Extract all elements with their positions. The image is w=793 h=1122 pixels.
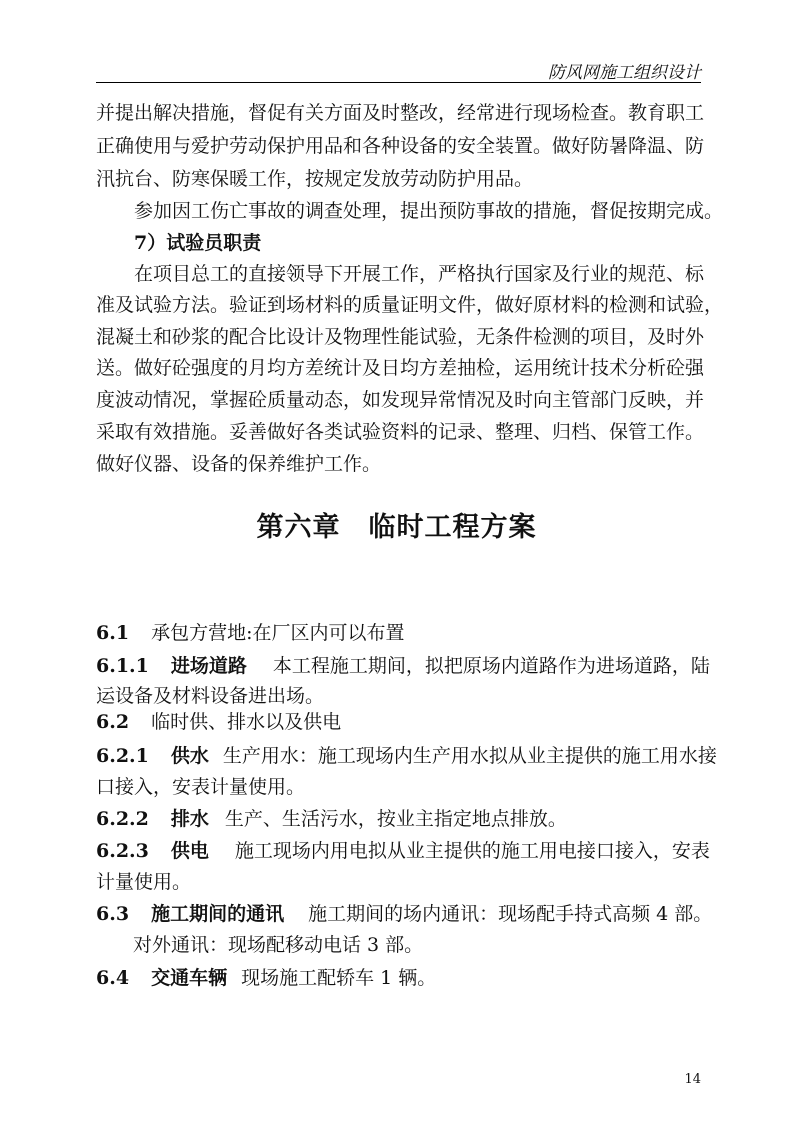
chapter-name: 临时工程方案 [368, 512, 537, 543]
section-6-2-3: 6.2.3 供电 施工现场内用电拟从业主提供的施工用电接口接入，安表 [96, 840, 710, 862]
section-6-2-2: 6.2.2 排水 生产、生活污水，按业主指定地点排放。 [96, 808, 567, 830]
body-line: 汛抗台、防寒保暖工作，按规定发放劳动防护用品。 [96, 168, 534, 190]
body-line: 计量使用。 [96, 871, 192, 893]
body-line: 准及试验方法。验证到场材料的质量证明文件，做好原材料的检测和试验， [96, 294, 724, 316]
running-header: 防风网施工组织设计 [548, 63, 701, 83]
page-number: 14 [684, 1072, 701, 1087]
body-line: 对外通讯：现场配移动电话 3 部。 [133, 934, 424, 956]
body-line: 运设备及材料设备进出场。 [96, 685, 325, 707]
body-line: 混凝土和砂浆的配合比设计及物理性能试验，无条件检测的项目，及时外 [96, 326, 705, 348]
section-6-4: 6.4 交通车辆 现场施工配轿车 1 辆。 [96, 967, 437, 989]
body-line: 参加因工伤亡事故的调查处理，提出预防事故的措施，督促按期完成。 [134, 200, 724, 222]
section-6-2: 6.2 临时供、排水以及供电 [96, 711, 342, 733]
chapter-title [0, 505, 793, 544]
body-line: 采取有效措施。妥善做好各类试验资料的记录、整理、归档、保管工作。 [96, 421, 705, 443]
section-6-2-1: 6.2.1 供水 生产用水：施工现场内生产用水拟从业主提供的施工用水接 [96, 745, 717, 767]
section-6-1-1: 6.1.1 进场道路 本工程施工期间，拟把原场内道路作为进场道路，陆 [96, 655, 710, 677]
body-line: 做好仪器、设备的保养维护工作。 [96, 453, 382, 475]
body-line: 并提出解决措施，督促有关方面及时整改，经常进行现场检查。教育职工 [96, 102, 705, 124]
header-divider [96, 82, 701, 83]
chapter-number: 第六章 [256, 512, 341, 543]
body-line: 口接入，安表计量使用。 [96, 776, 306, 798]
subheading: 7）试验员职责 [134, 232, 262, 254]
body-line: 度波动情况，掌握砼质量动态，如发现异常情况及时向主管部门反映，并 [96, 389, 705, 411]
body-line: 在项目总工的直接领导下开展工作，严格执行国家及行业的规范、标 [134, 263, 705, 285]
body-line: 送。做好砼强度的月均方差统计及日均方差抽检，运用统计技术分析砼强 [96, 357, 705, 379]
body-line: 正确使用与爱护劳动保护用品和各种设备的安全装置。做好防暑降温、防 [96, 135, 705, 157]
section-6-1: 6.1 承包方营地:在厂区内可以布置 [96, 622, 405, 644]
section-6-3: 6.3 施工期间的通讯 施工期间的场内通讯：现场配手持式高频 4 部。 [96, 903, 713, 925]
